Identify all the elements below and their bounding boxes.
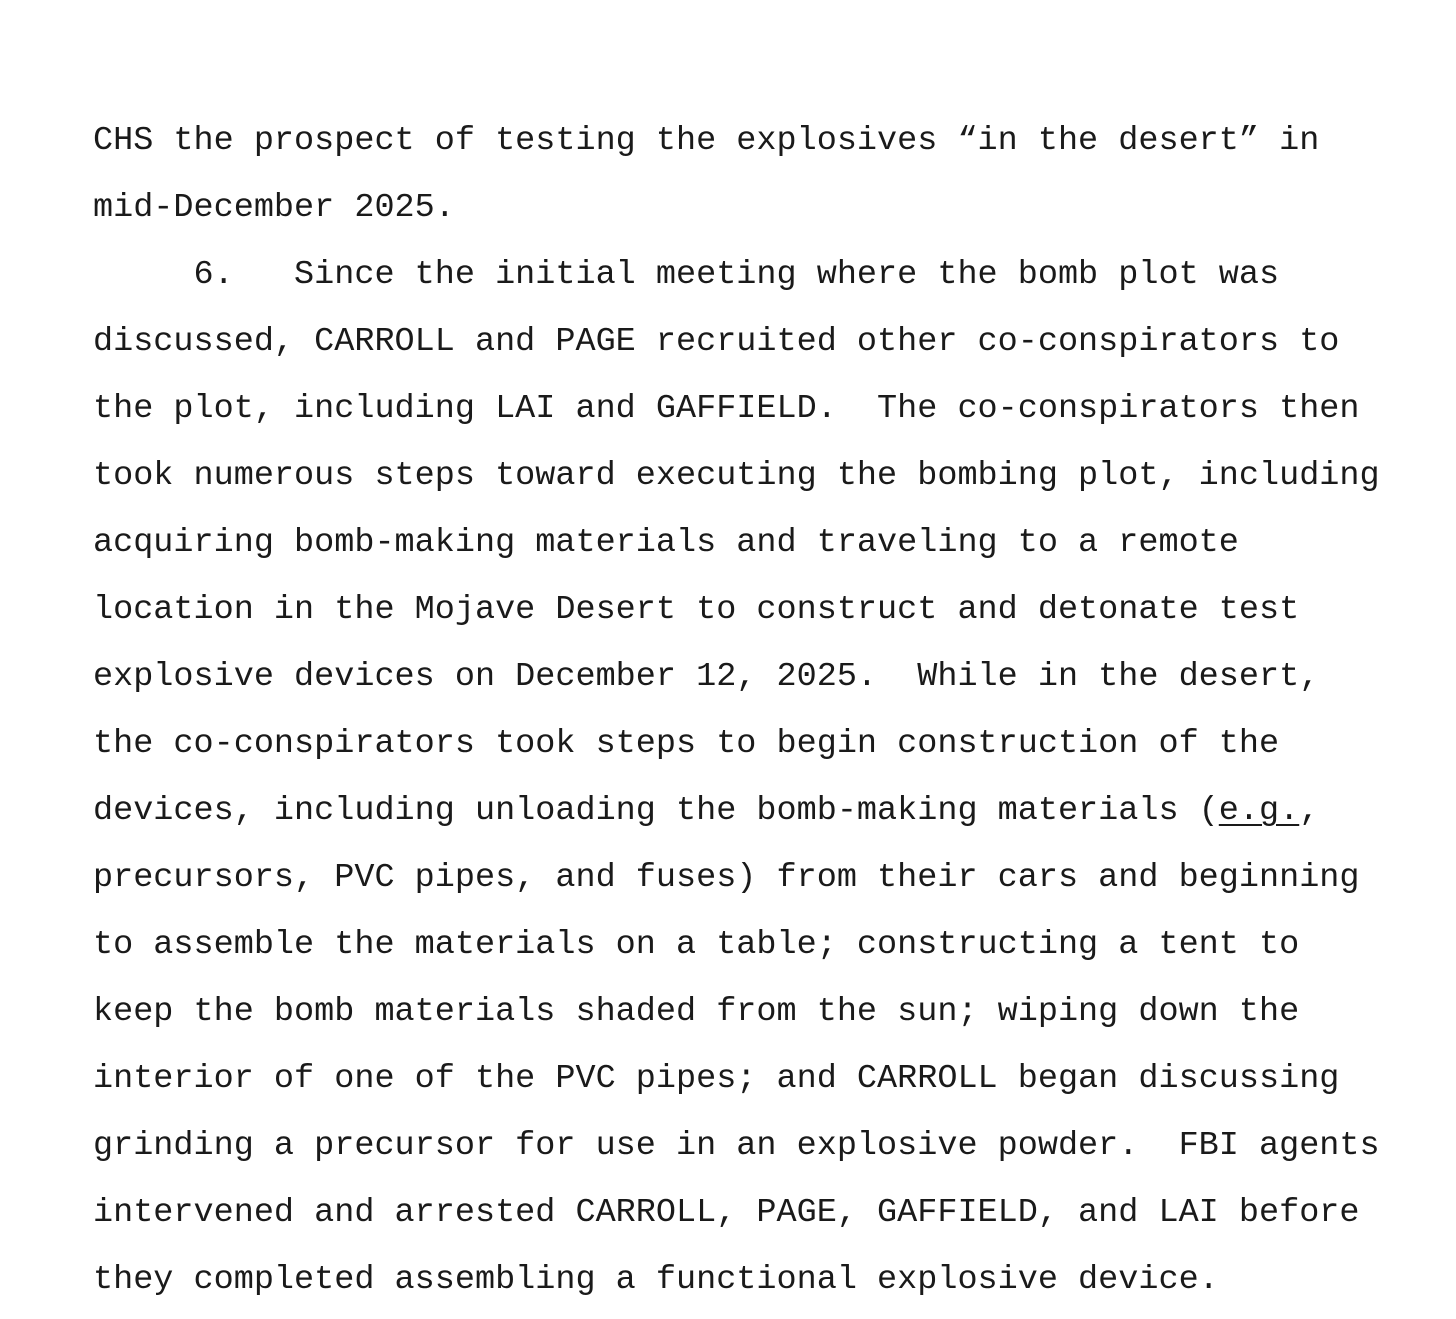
eg-underlined-abbreviation: e.g. <box>1218 792 1300 830</box>
text-line-5: the plot, including LAI and GAFFIELD. The co-conspirators then <box>93 390 1360 428</box>
text-line-11-start: devices, including unloading the bomb-making materials ( <box>93 792 1219 830</box>
text-line-12: precursors, PVC pipes, and fuses) from their cars and beginning <box>93 859 1360 897</box>
text-line-18: they completed assembling a functional explosive device. <box>93 1261 1219 1299</box>
text-line-2: mid-December 2025. <box>93 189 455 227</box>
text-line-15: interior of one of the PVC pipes; and CARROLL began discussing <box>93 1060 1340 1098</box>
text-line-7: acquiring bomb-making materials and traveling to a remote <box>93 524 1239 562</box>
text-line-11-end: , <box>1299 792 1320 830</box>
text-line-1: CHS the prospect of testing the explosives “in the desert” in <box>93 122 1320 160</box>
text-line-13: to assemble the materials on a table; constructing a tent to <box>93 926 1300 964</box>
text-line-17: intervened and arrested CARROLL, PAGE, GAFFIELD, and LAI before <box>93 1194 1360 1232</box>
text-line-10: the co-conspirators took steps to begin construction of the <box>93 725 1280 763</box>
text-line-9: explosive devices on December 12, 2025. While in the desert, <box>93 658 1320 696</box>
text-line-6: took numerous steps toward executing the bombing plot, including <box>93 457 1380 495</box>
text-line-16: grinding a precursor for use in an explosive powder. FBI agents <box>93 1127 1380 1165</box>
text-line-11 <box>93 791 1319 831</box>
text-line-8: location in the Mojave Desert to construct and detonate test <box>93 591 1300 629</box>
text-line-14: keep the bomb materials shaded from the sun; wiping down the <box>93 993 1300 1031</box>
text-line-4: discussed, CARROLL and PAGE recruited other co-conspirators to <box>93 323 1340 361</box>
paragraph-6-first-line: 6. Since the initial meeting where the bomb plot was <box>93 256 1280 294</box>
